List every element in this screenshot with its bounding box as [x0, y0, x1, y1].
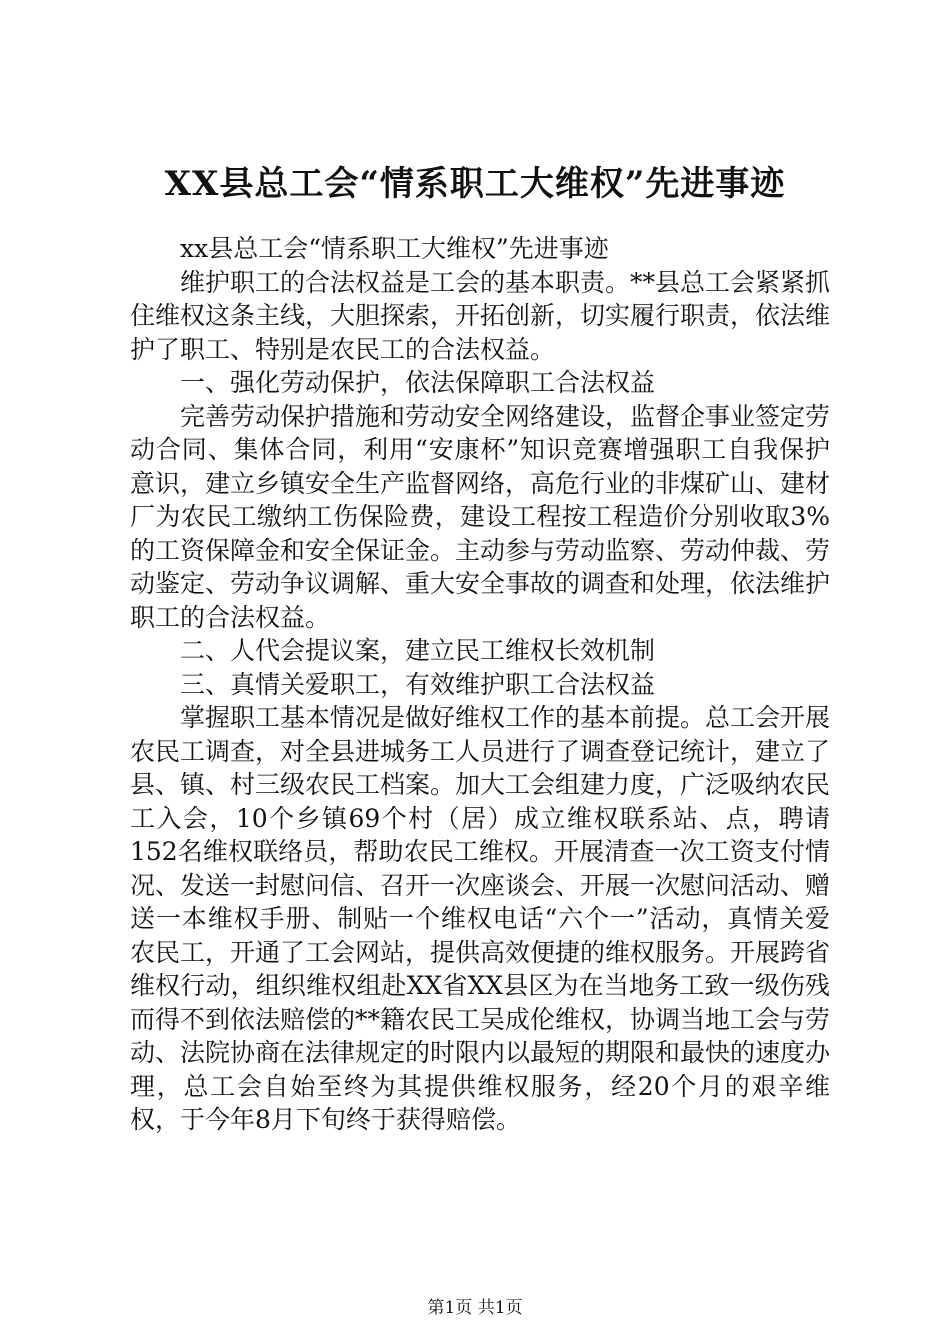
section-1-paragraph: 完善劳动保护措施和劳动安全网络建设，监督企事业签定劳动合同、集体合同，利用“安康杯”知识竞赛增强职工自我保护意识，建立乡镇安全生产监督网络，高危行业的非煤矿山、建材厂为农民工缴纳工伤保险费，建设工程按工程造价分别收取3%的工资保障金和安全保证金。主动参与劳动监察、劳动仲裁、劳动鉴定、劳动争议调解、重大安全事故的调查和处理，依法维护职工的合法权益。: [130, 401, 831, 632]
document-body: [130, 232, 830, 1137]
section-heading-3: 三、真情关爱职工，有效维护职工合法权益: [180, 669, 656, 699]
section-heading-2: 二、人代会提议案，建立民工维权长效机制: [180, 636, 656, 665]
section-heading-1: 一、强化劳动保护，依法保障职工合法权益: [180, 368, 656, 397]
section-3-paragraph: 掌握职工基本情况是做好维权工作的基本前提。总工会开展农民工调查，对全县进城务工人员进行了调查登记统计，建立了县、镇、村三级农民工档案。加大工会组建力度，广泛吸纳农民工入会，10个乡镇69个村（居）成立维权联系站、点，聘请152名维权联络员，帮助农民工维权。开展清查一次工资支付情况、发送一封慰问信、召开一次座谈会、开展一次慰问活动、赠送一本维权手册、制贴一个维权电话“六个一”活动，真情关爱农民工，开通了工会网站，提供高效便捷的维权服务。开展跨省维权行动，组织维权组赴XX省XX县区为在当地务工致一级伤残而得不到依法赔偿的**籍农民工吴成伦维权，协调当地工会与劳动、法院协商在法律规定的时限内以最短的期限和最快的速度办理，总工会自始至终为其提供维权服务，经20个月的艰辛维权，于今年8月下旬终于获得赔偿。: [130, 703, 831, 1134]
document-title: XX县总工会“情系职工大维权”先进事迹: [164, 164, 786, 204]
subtitle-paragraph: xx县总工会“情系职工大维权”先进事迹: [180, 234, 609, 263]
intro-paragraph: 维护职工的合法权益是工会的基本职责。**县总工会紧紧抓住维权这条主线，大胆探索，开拓创新，切实履行职责，依法维护了职工、特别是农民工的合法权益。: [130, 267, 831, 364]
page-number: 第1页 共1页: [427, 1298, 523, 1318]
